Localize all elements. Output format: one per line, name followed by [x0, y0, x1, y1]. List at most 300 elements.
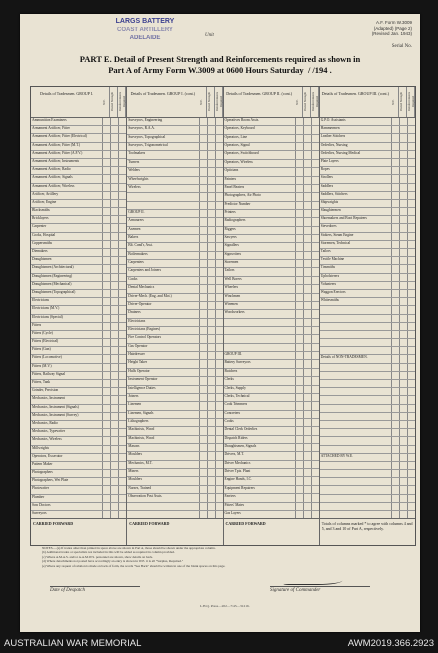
number-cell[interactable] [215, 402, 223, 409]
number-cell[interactable] [295, 444, 303, 451]
number-cell[interactable] [215, 218, 223, 225]
number-cell[interactable] [199, 369, 207, 376]
number-cell[interactable] [391, 478, 399, 485]
number-cell[interactable] [303, 461, 311, 468]
number-cell[interactable] [110, 241, 118, 248]
number-cell[interactable] [407, 274, 415, 281]
number-cell[interactable] [407, 192, 415, 199]
number-cell[interactable] [215, 118, 223, 125]
number-cell[interactable] [110, 429, 118, 436]
number-cell[interactable] [102, 405, 110, 412]
number-cell[interactable] [407, 355, 415, 362]
number-cell[interactable] [215, 360, 223, 367]
number-cell[interactable] [303, 143, 311, 150]
number-cell[interactable] [207, 352, 215, 359]
number-cell[interactable] [110, 265, 118, 272]
number-cell[interactable] [118, 421, 126, 428]
number-cell[interactable] [295, 477, 303, 484]
number-cell[interactable] [207, 235, 215, 242]
number-cell[interactable] [118, 167, 126, 174]
number-cell[interactable] [391, 454, 399, 461]
number-cell[interactable] [311, 193, 319, 200]
number-cell[interactable] [118, 134, 126, 141]
number-cell[interactable] [199, 436, 207, 443]
number-cell[interactable] [215, 344, 223, 351]
number-cell[interactable] [295, 360, 303, 367]
number-cell[interactable] [118, 364, 126, 371]
number-cell[interactable] [102, 454, 110, 461]
number-cell[interactable] [303, 268, 311, 275]
number-cell[interactable] [102, 118, 110, 125]
number-cell[interactable] [118, 396, 126, 403]
number-cell[interactable] [207, 177, 215, 184]
number-cell[interactable] [303, 477, 311, 484]
number-cell[interactable] [407, 396, 415, 403]
number-cell[interactable] [391, 429, 399, 436]
number-cell[interactable] [110, 339, 118, 346]
number-cell[interactable] [295, 143, 303, 150]
number-cell[interactable] [110, 151, 118, 158]
number-cell[interactable] [118, 503, 126, 510]
number-cell[interactable] [215, 503, 223, 510]
number-cell[interactable] [118, 282, 126, 289]
number-cell[interactable] [110, 421, 118, 428]
number-cell[interactable] [207, 411, 215, 418]
number-cell[interactable] [399, 290, 407, 297]
number-cell[interactable] [391, 167, 399, 174]
number-cell[interactable] [399, 159, 407, 166]
number-cell[interactable] [199, 427, 207, 434]
number-cell[interactable] [303, 177, 311, 184]
number-cell[interactable] [110, 216, 118, 223]
number-cell[interactable] [199, 335, 207, 342]
number-cell[interactable] [102, 134, 110, 141]
number-cell[interactable] [303, 486, 311, 493]
number-cell[interactable] [303, 135, 311, 142]
number-cell[interactable] [407, 470, 415, 477]
number-cell[interactable] [311, 151, 319, 158]
number-cell[interactable] [207, 310, 215, 317]
number-cell[interactable] [199, 344, 207, 351]
number-cell[interactable] [102, 274, 110, 281]
number-cell[interactable] [199, 135, 207, 142]
number-cell[interactable] [118, 372, 126, 379]
number-cell[interactable] [407, 134, 415, 141]
number-cell[interactable] [102, 396, 110, 403]
number-cell[interactable] [118, 208, 126, 215]
number-cell[interactable] [303, 294, 311, 301]
number-cell[interactable] [207, 344, 215, 351]
number-cell[interactable] [399, 339, 407, 346]
number-cell[interactable] [215, 235, 223, 242]
number-cell[interactable] [311, 327, 319, 334]
number-cell[interactable] [102, 347, 110, 354]
number-cell[interactable] [303, 210, 311, 217]
number-cell[interactable] [102, 126, 110, 133]
number-cell[interactable] [311, 143, 319, 150]
number-cell[interactable] [391, 446, 399, 453]
number-cell[interactable] [110, 396, 118, 403]
number-cell[interactable] [199, 168, 207, 175]
number-cell[interactable] [207, 218, 215, 225]
number-cell[interactable] [207, 419, 215, 426]
number-cell[interactable] [399, 503, 407, 510]
number-cell[interactable] [399, 184, 407, 191]
number-cell[interactable] [207, 335, 215, 342]
number-cell[interactable] [102, 323, 110, 330]
number-cell[interactable] [215, 335, 223, 342]
number-cell[interactable] [207, 386, 215, 393]
number-cell[interactable] [215, 193, 223, 200]
number-cell[interactable] [311, 461, 319, 468]
number-cell[interactable] [311, 335, 319, 342]
number-cell[interactable] [303, 319, 311, 326]
number-cell[interactable] [399, 175, 407, 182]
number-cell[interactable] [102, 200, 110, 207]
number-cell[interactable] [102, 257, 110, 264]
number-cell[interactable] [311, 218, 319, 225]
number-cell[interactable] [118, 470, 126, 477]
number-cell[interactable] [303, 310, 311, 317]
number-cell[interactable] [407, 282, 415, 289]
number-cell[interactable] [311, 285, 319, 292]
number-cell[interactable] [407, 495, 415, 502]
number-cell[interactable] [215, 477, 223, 484]
number-cell[interactable] [303, 386, 311, 393]
number-cell[interactable] [303, 411, 311, 418]
number-cell[interactable] [295, 352, 303, 359]
number-cell[interactable] [295, 335, 303, 342]
number-cell[interactable] [215, 369, 223, 376]
number-cell[interactable] [391, 184, 399, 191]
number-cell[interactable] [295, 427, 303, 434]
number-cell[interactable] [407, 257, 415, 264]
number-cell[interactable] [391, 323, 399, 330]
number-cell[interactable] [303, 126, 311, 133]
number-cell[interactable] [407, 224, 415, 231]
number-cell[interactable] [110, 249, 118, 256]
number-cell[interactable] [215, 143, 223, 150]
number-cell[interactable] [399, 208, 407, 215]
number-cell[interactable] [399, 216, 407, 223]
number-cell[interactable] [399, 274, 407, 281]
number-cell[interactable] [407, 233, 415, 240]
number-cell[interactable] [207, 210, 215, 217]
number-cell[interactable] [215, 252, 223, 259]
number-cell[interactable] [391, 249, 399, 256]
number-cell[interactable] [407, 364, 415, 371]
number-cell[interactable] [102, 372, 110, 379]
number-cell[interactable] [295, 252, 303, 259]
number-cell[interactable] [207, 143, 215, 150]
number-cell[interactable] [207, 319, 215, 326]
number-cell[interactable] [118, 323, 126, 330]
number-cell[interactable] [399, 380, 407, 387]
number-cell[interactable] [215, 319, 223, 326]
number-cell[interactable] [102, 216, 110, 223]
number-cell[interactable] [199, 268, 207, 275]
number-cell[interactable] [215, 168, 223, 175]
number-cell[interactable] [303, 394, 311, 401]
number-cell[interactable] [102, 437, 110, 444]
number-cell[interactable] [110, 306, 118, 313]
number-cell[interactable] [311, 444, 319, 451]
number-cell[interactable] [399, 478, 407, 485]
number-cell[interactable] [118, 429, 126, 436]
number-cell[interactable] [407, 200, 415, 207]
number-cell[interactable] [391, 503, 399, 510]
number-cell[interactable] [199, 377, 207, 384]
number-cell[interactable] [215, 394, 223, 401]
number-cell[interactable] [215, 151, 223, 158]
number-cell[interactable] [295, 411, 303, 418]
number-cell[interactable] [391, 331, 399, 338]
number-cell[interactable] [215, 185, 223, 192]
number-cell[interactable] [102, 462, 110, 469]
number-cell[interactable] [399, 126, 407, 133]
number-cell[interactable] [118, 413, 126, 420]
number-cell[interactable] [215, 427, 223, 434]
number-cell[interactable] [102, 208, 110, 215]
number-cell[interactable] [215, 461, 223, 468]
number-cell[interactable] [102, 355, 110, 362]
number-cell[interactable] [391, 159, 399, 166]
number-cell[interactable] [407, 143, 415, 150]
number-cell[interactable] [102, 486, 110, 493]
number-cell[interactable] [215, 352, 223, 359]
number-cell[interactable] [102, 224, 110, 231]
number-cell[interactable] [295, 243, 303, 250]
number-cell[interactable] [391, 486, 399, 493]
number-cell[interactable] [399, 143, 407, 150]
number-cell[interactable] [207, 302, 215, 309]
number-cell[interactable] [295, 452, 303, 459]
number-cell[interactable] [295, 151, 303, 158]
number-cell[interactable] [110, 405, 118, 412]
number-cell[interactable] [407, 446, 415, 453]
number-cell[interactable] [399, 372, 407, 379]
number-cell[interactable] [407, 306, 415, 313]
number-cell[interactable] [102, 364, 110, 371]
number-cell[interactable] [303, 444, 311, 451]
number-cell[interactable] [391, 437, 399, 444]
number-cell[interactable] [391, 315, 399, 322]
number-cell[interactable] [199, 218, 207, 225]
number-cell[interactable] [303, 503, 311, 510]
number-cell[interactable] [118, 159, 126, 166]
number-cell[interactable] [311, 118, 319, 125]
number-cell[interactable] [391, 134, 399, 141]
number-cell[interactable] [207, 360, 215, 367]
number-cell[interactable] [215, 386, 223, 393]
number-cell[interactable] [102, 290, 110, 297]
number-cell[interactable] [199, 260, 207, 267]
number-cell[interactable] [303, 344, 311, 351]
number-cell[interactable] [118, 241, 126, 248]
number-cell[interactable] [295, 419, 303, 426]
number-cell[interactable] [391, 233, 399, 240]
number-cell[interactable] [102, 298, 110, 305]
number-cell[interactable] [399, 249, 407, 256]
number-cell[interactable] [311, 135, 319, 142]
number-cell[interactable] [303, 427, 311, 434]
number-cell[interactable] [110, 126, 118, 133]
number-cell[interactable] [311, 268, 319, 275]
number-cell[interactable] [199, 503, 207, 510]
number-cell[interactable] [110, 143, 118, 150]
number-cell[interactable] [215, 160, 223, 167]
number-cell[interactable] [118, 126, 126, 133]
number-cell[interactable] [207, 285, 215, 292]
number-cell[interactable] [118, 339, 126, 346]
number-cell[interactable] [391, 413, 399, 420]
number-cell[interactable] [399, 233, 407, 240]
number-cell[interactable] [207, 243, 215, 250]
number-cell[interactable] [399, 421, 407, 428]
number-cell[interactable] [118, 290, 126, 297]
number-cell[interactable] [303, 377, 311, 384]
number-cell[interactable] [295, 469, 303, 476]
number-cell[interactable] [311, 486, 319, 493]
number-cell[interactable] [199, 177, 207, 184]
number-cell[interactable] [391, 241, 399, 248]
number-cell[interactable] [215, 310, 223, 317]
number-cell[interactable] [311, 427, 319, 434]
number-cell[interactable] [295, 402, 303, 409]
number-cell[interactable] [311, 477, 319, 484]
number-cell[interactable] [303, 168, 311, 175]
number-cell[interactable] [311, 386, 319, 393]
number-cell[interactable] [391, 224, 399, 231]
number-cell[interactable] [110, 478, 118, 485]
number-cell[interactable] [303, 302, 311, 309]
number-cell[interactable] [407, 208, 415, 215]
number-cell[interactable] [215, 243, 223, 250]
number-cell[interactable] [295, 235, 303, 242]
number-cell[interactable] [311, 360, 319, 367]
number-cell[interactable] [391, 339, 399, 346]
number-cell[interactable] [199, 310, 207, 317]
number-cell[interactable] [399, 298, 407, 305]
number-cell[interactable] [303, 202, 311, 209]
number-cell[interactable] [311, 302, 319, 309]
number-cell[interactable] [295, 202, 303, 209]
number-cell[interactable] [110, 200, 118, 207]
number-cell[interactable] [391, 380, 399, 387]
number-cell[interactable] [110, 323, 118, 330]
number-cell[interactable] [207, 369, 215, 376]
number-cell[interactable] [110, 503, 118, 510]
number-cell[interactable] [102, 143, 110, 150]
number-cell[interactable] [295, 210, 303, 217]
number-cell[interactable] [102, 306, 110, 313]
number-cell[interactable] [407, 118, 415, 125]
number-cell[interactable] [295, 160, 303, 167]
number-cell[interactable] [311, 503, 319, 510]
number-cell[interactable] [303, 252, 311, 259]
number-cell[interactable] [407, 249, 415, 256]
number-cell[interactable] [118, 495, 126, 502]
number-cell[interactable] [118, 486, 126, 493]
number-cell[interactable] [215, 285, 223, 292]
number-cell[interactable] [199, 302, 207, 309]
number-cell[interactable] [215, 452, 223, 459]
number-cell[interactable] [215, 135, 223, 142]
number-cell[interactable] [207, 160, 215, 167]
number-cell[interactable] [407, 503, 415, 510]
number-cell[interactable] [407, 315, 415, 322]
number-cell[interactable] [399, 364, 407, 371]
number-cell[interactable] [407, 429, 415, 436]
number-cell[interactable] [303, 193, 311, 200]
number-cell[interactable] [207, 503, 215, 510]
number-cell[interactable] [102, 429, 110, 436]
number-cell[interactable] [118, 175, 126, 182]
number-cell[interactable] [303, 277, 311, 284]
number-cell[interactable] [399, 200, 407, 207]
number-cell[interactable] [118, 233, 126, 240]
number-cell[interactable] [407, 159, 415, 166]
number-cell[interactable] [110, 347, 118, 354]
number-cell[interactable] [207, 202, 215, 209]
number-cell[interactable] [207, 452, 215, 459]
number-cell[interactable] [118, 478, 126, 485]
number-cell[interactable] [303, 419, 311, 426]
number-cell[interactable] [407, 388, 415, 395]
number-cell[interactable] [207, 151, 215, 158]
number-cell[interactable] [303, 494, 311, 501]
number-cell[interactable] [118, 200, 126, 207]
number-cell[interactable] [199, 243, 207, 250]
number-cell[interactable] [207, 461, 215, 468]
number-cell[interactable] [199, 402, 207, 409]
number-cell[interactable] [295, 503, 303, 510]
number-cell[interactable] [118, 388, 126, 395]
number-cell[interactable] [391, 405, 399, 412]
number-cell[interactable] [303, 352, 311, 359]
number-cell[interactable] [303, 151, 311, 158]
number-cell[interactable] [303, 402, 311, 409]
number-cell[interactable] [407, 126, 415, 133]
number-cell[interactable] [110, 364, 118, 371]
number-cell[interactable] [102, 184, 110, 191]
number-cell[interactable] [407, 405, 415, 412]
number-cell[interactable] [399, 282, 407, 289]
number-cell[interactable] [311, 177, 319, 184]
number-cell[interactable] [207, 185, 215, 192]
number-cell[interactable] [391, 290, 399, 297]
number-cell[interactable] [110, 224, 118, 231]
number-cell[interactable] [215, 294, 223, 301]
number-cell[interactable] [199, 452, 207, 459]
number-cell[interactable] [118, 143, 126, 150]
number-cell[interactable] [303, 469, 311, 476]
number-cell[interactable] [311, 377, 319, 384]
number-cell[interactable] [399, 315, 407, 322]
number-cell[interactable] [207, 168, 215, 175]
number-cell[interactable] [199, 352, 207, 359]
number-cell[interactable] [118, 192, 126, 199]
number-cell[interactable] [391, 257, 399, 264]
number-cell[interactable] [407, 323, 415, 330]
number-cell[interactable] [199, 327, 207, 334]
number-cell[interactable] [407, 372, 415, 379]
number-cell[interactable] [391, 396, 399, 403]
number-cell[interactable] [303, 360, 311, 367]
number-cell[interactable] [110, 486, 118, 493]
number-cell[interactable] [110, 175, 118, 182]
number-cell[interactable] [311, 294, 319, 301]
